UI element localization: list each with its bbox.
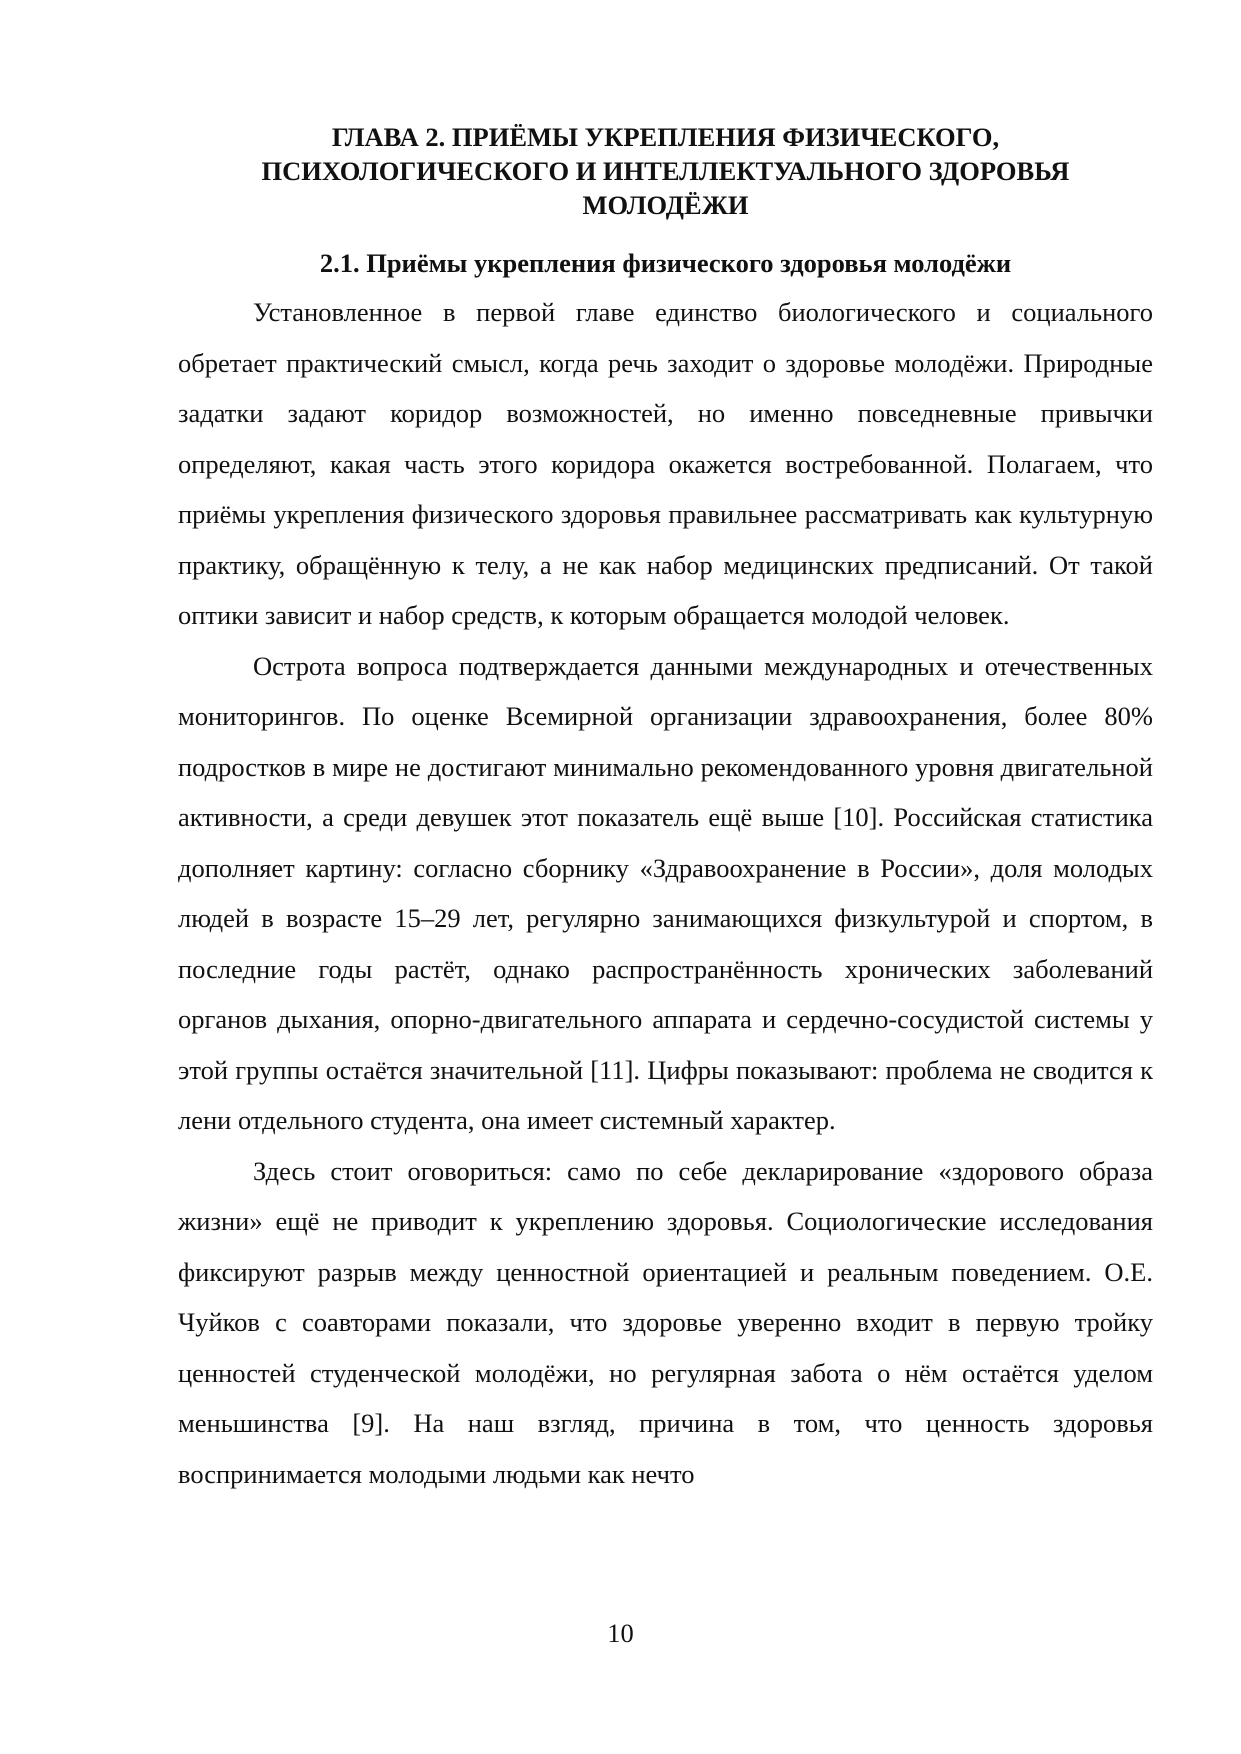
- chapter-title-line: МОЛОДЁЖИ: [582, 190, 749, 220]
- chapter-title-line: ПСИХОЛОГИЧЕСКОГО И ИНТЕЛЛЕКТУАЛЬНОГО ЗДОРОВЬЯ: [261, 156, 1070, 186]
- paragraph: Здесь стоит оговориться: само по себе декларирование «здорового образа жизни» ещё не приводит к укреплению здоровья. Социологические исследования фиксируют разрыв между ценностной ориентацией и реальным поведением. О.Е. Чуйков с соавторами показали, что здоровье уверенно входит в первую тройку ценностей студенческой молодёжи, но регулярная забота о нём остаётся уделом меньшинства [9]. На наш взгляд, причина в том, что ценность здоровья воспринимается молодыми людьми как нечто: [178, 1155, 1153, 1489]
- chapter-title: [178, 120, 1153, 222]
- paragraph: Острота вопроса подтверждается данными международных и отечественных мониторингов. По оценке Всемирной организации здравоохранения, более 80% подростков в мире не достигают минимально рекомендованного уровня двигательной активности, а среди девушек этот показатель ещё выше [10]. Российская статистика дополняет картину: согласно сборнику «Здравоохранение в России», доля молодых людей в возрасте 15–29 лет, регулярно занимающихся физкультурой и спортом, в последние годы растёт, однако распространённость хронических заболеваний органов дыхания, опорно-двигательного аппарата и сердечно-сосудистой системы у этой группы остаётся значительной [11]. Цифры показывают: проблема не сводится к лени отдельного студента, она имеет системный характер.: [178, 650, 1153, 1135]
- page-number: 10: [607, 1618, 634, 1648]
- section-title: 2.1. Приёмы укрепления физического здоровья молодёжи: [319, 248, 1012, 278]
- chapter-title-line: ГЛАВА 2. ПРИЁМЫ УКРЕПЛЕНИЯ ФИЗИЧЕСКОГО,: [331, 122, 1000, 152]
- paragraph: Установленное в первой главе единство биологического и социального обретает практический смысл, когда речь заходит о здоровье молодёжи. Природные задатки задают коридор возможностей, но именно повседневные привычки определяют, какая часть этого коридора окажется востребованной. Полагаем, что приёмы укрепления физического здоровья правильнее рассматривать как культурную практику, обращённую к телу, а не как набор медицинских предписаний. От такой оптики зависит и набор средств, к которым обращается молодой человек.: [178, 297, 1153, 630]
- body-text: [178, 287, 1153, 1499]
